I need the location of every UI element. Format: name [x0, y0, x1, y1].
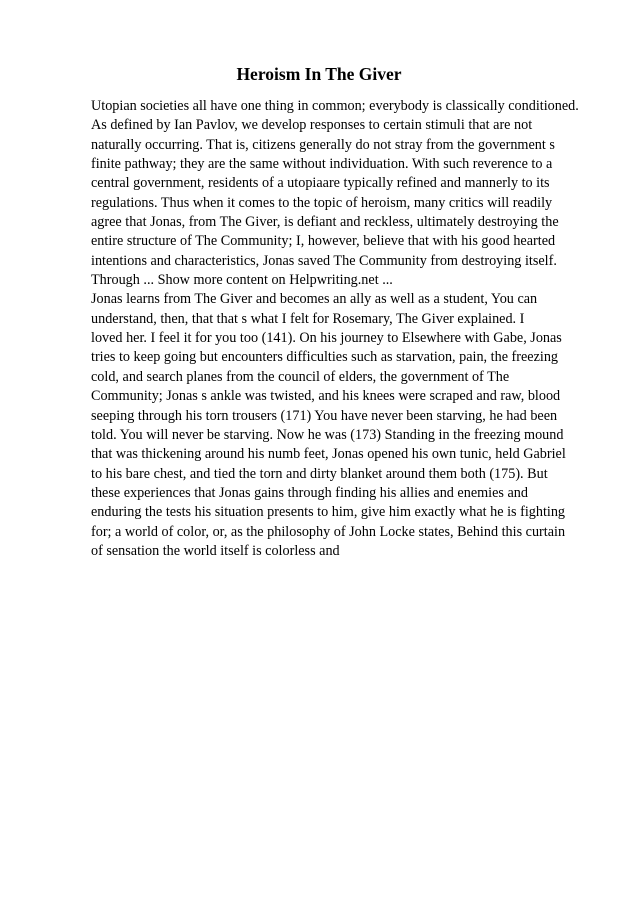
- text-line: As defined by Ian Pavlov, we develop responses to certain stimuli that are not: [91, 117, 533, 134]
- text-line: to his bare chest, and tied the torn and dirty blanket around them both (175). But: [91, 465, 548, 482]
- text-line: told. You will never be starving. Now he was (173) Standing in the freezing mound: [91, 426, 564, 443]
- text-line: Jonas learns from The Giver and becomes an ally as well as a student, You can: [91, 291, 538, 308]
- text-line: agree that Jonas, from The Giver, is defiant and reckless, ultimately destroying the: [91, 214, 559, 231]
- text-line: naturally occurring. That is, citizens generally do not stray from the government s: [91, 136, 555, 153]
- text-line: finite pathway; they are the same without individuation. With such reverence to a: [91, 156, 553, 173]
- text-line: Through ... Show more content on Helpwriting.net ...: [91, 272, 393, 289]
- text-line: of sensation the world itself is colorless and: [91, 542, 340, 559]
- text-line: intentions and characteristics, Jonas saved The Community from destroying itself.: [91, 252, 557, 269]
- text-line: loved her. I feel it for you too (141). On his journey to Elsewhere with Gabe, Jonas: [91, 330, 562, 347]
- text-line: that was thickening around his numb feet, Jonas opened his own tunic, held Gabriel: [91, 446, 566, 463]
- text-line: central government, residents of a utopiaare typically refined and mannerly to its: [91, 175, 550, 192]
- document-title: Heroism In The Giver: [236, 64, 402, 84]
- text-line: cold, and search planes from the council of elders, the government of The: [91, 368, 510, 385]
- text-line: entire structure of The Community; I, however, believe that with his good hearted: [91, 233, 556, 250]
- text-line: Utopian societies all have one thing in common; everybody is classically conditioned.: [91, 98, 579, 114]
- text-line: seeping through his torn trousers (171) You have never been starving, he had been: [91, 407, 558, 424]
- text-line: Community; Jonas s ankle was twisted, and his knees were scraped and raw, blood: [91, 388, 561, 405]
- text-line: enduring the tests his situation presents to him, give him exactly what he is fighting: [91, 504, 566, 521]
- text-line: regulations. Thus when it comes to the topic of heroism, many critics will readily: [91, 194, 553, 211]
- text-line: for; a world of color, or, as the philosophy of John Locke states, Behind this curtain: [91, 523, 566, 540]
- text-line: understand, then, that that s what I felt for Rosemary, The Giver explained. I: [91, 310, 525, 327]
- text-line: these experiences that Jonas gains through finding his allies and enemies and: [91, 484, 528, 501]
- text-line: tries to keep going but encounters difficulties such as starvation, pain, the freezing: [91, 349, 559, 366]
- document-body: [91, 97, 611, 561]
